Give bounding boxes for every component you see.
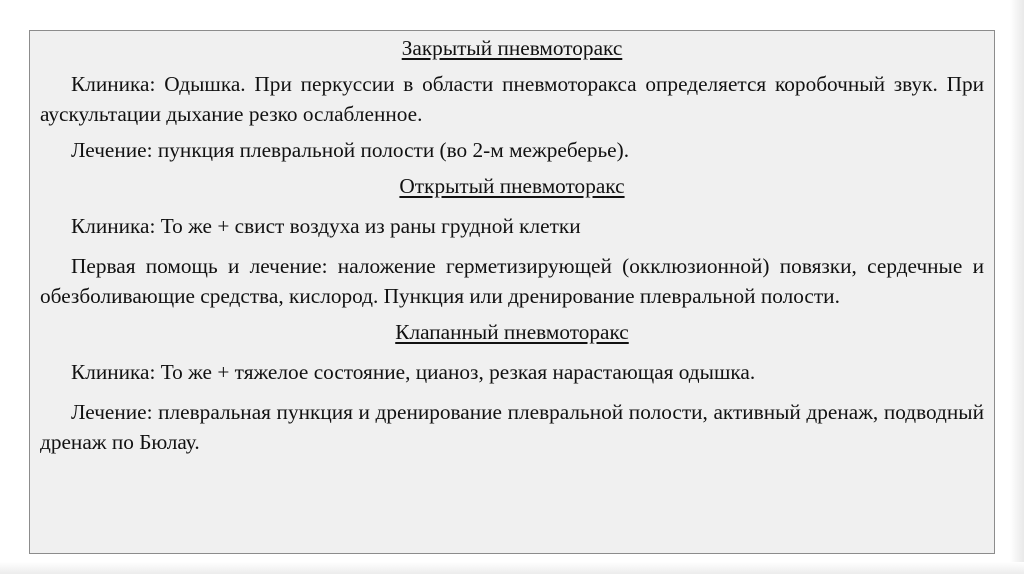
section-closed-pneumothorax [40,33,984,165]
clinic-text-open: Клиника: То же + свист воздуха из раны грудной клетки [71,214,581,238]
section-heading-closed: Закрытый пневмоторакс [401,36,623,60]
treatment-text-open: Первая помощь и лечение: наложение герметизирующей (окклюзионной) повязки, сердечные и обезболивающие средства, кислород. Пункция или дренирование плевральной полости. [40,254,984,308]
section-open-pneumothorax [40,171,984,311]
clinic-text-valve: Клиника: То же + тяжелое состояние, цианоз, резкая нарастающая одышка. [71,360,756,384]
clinic-text-closed: Клиника: Одышка. При перкуссии в области пневмоторакса определяется коробочный звук. При аускультации дыхание резко ослабленное. [40,72,984,126]
slide-shadow-right [1010,0,1024,574]
section-valve-pneumothorax [40,317,984,457]
slide-shadow-bottom [0,562,1024,574]
section-heading-valve: Клапанный пневмоторакс [395,320,629,344]
treatment-text-closed: Лечение: пункция плевральной полости (во 2-м межреберье). [71,138,630,162]
section-heading-open: Открытый пневмоторакс [399,174,625,198]
treatment-text-valve: Лечение: плевральная пункция и дренирование плевральной полости, активный дренаж, подводный дренаж по Бюлау. [40,400,984,454]
content-box [29,30,995,554]
